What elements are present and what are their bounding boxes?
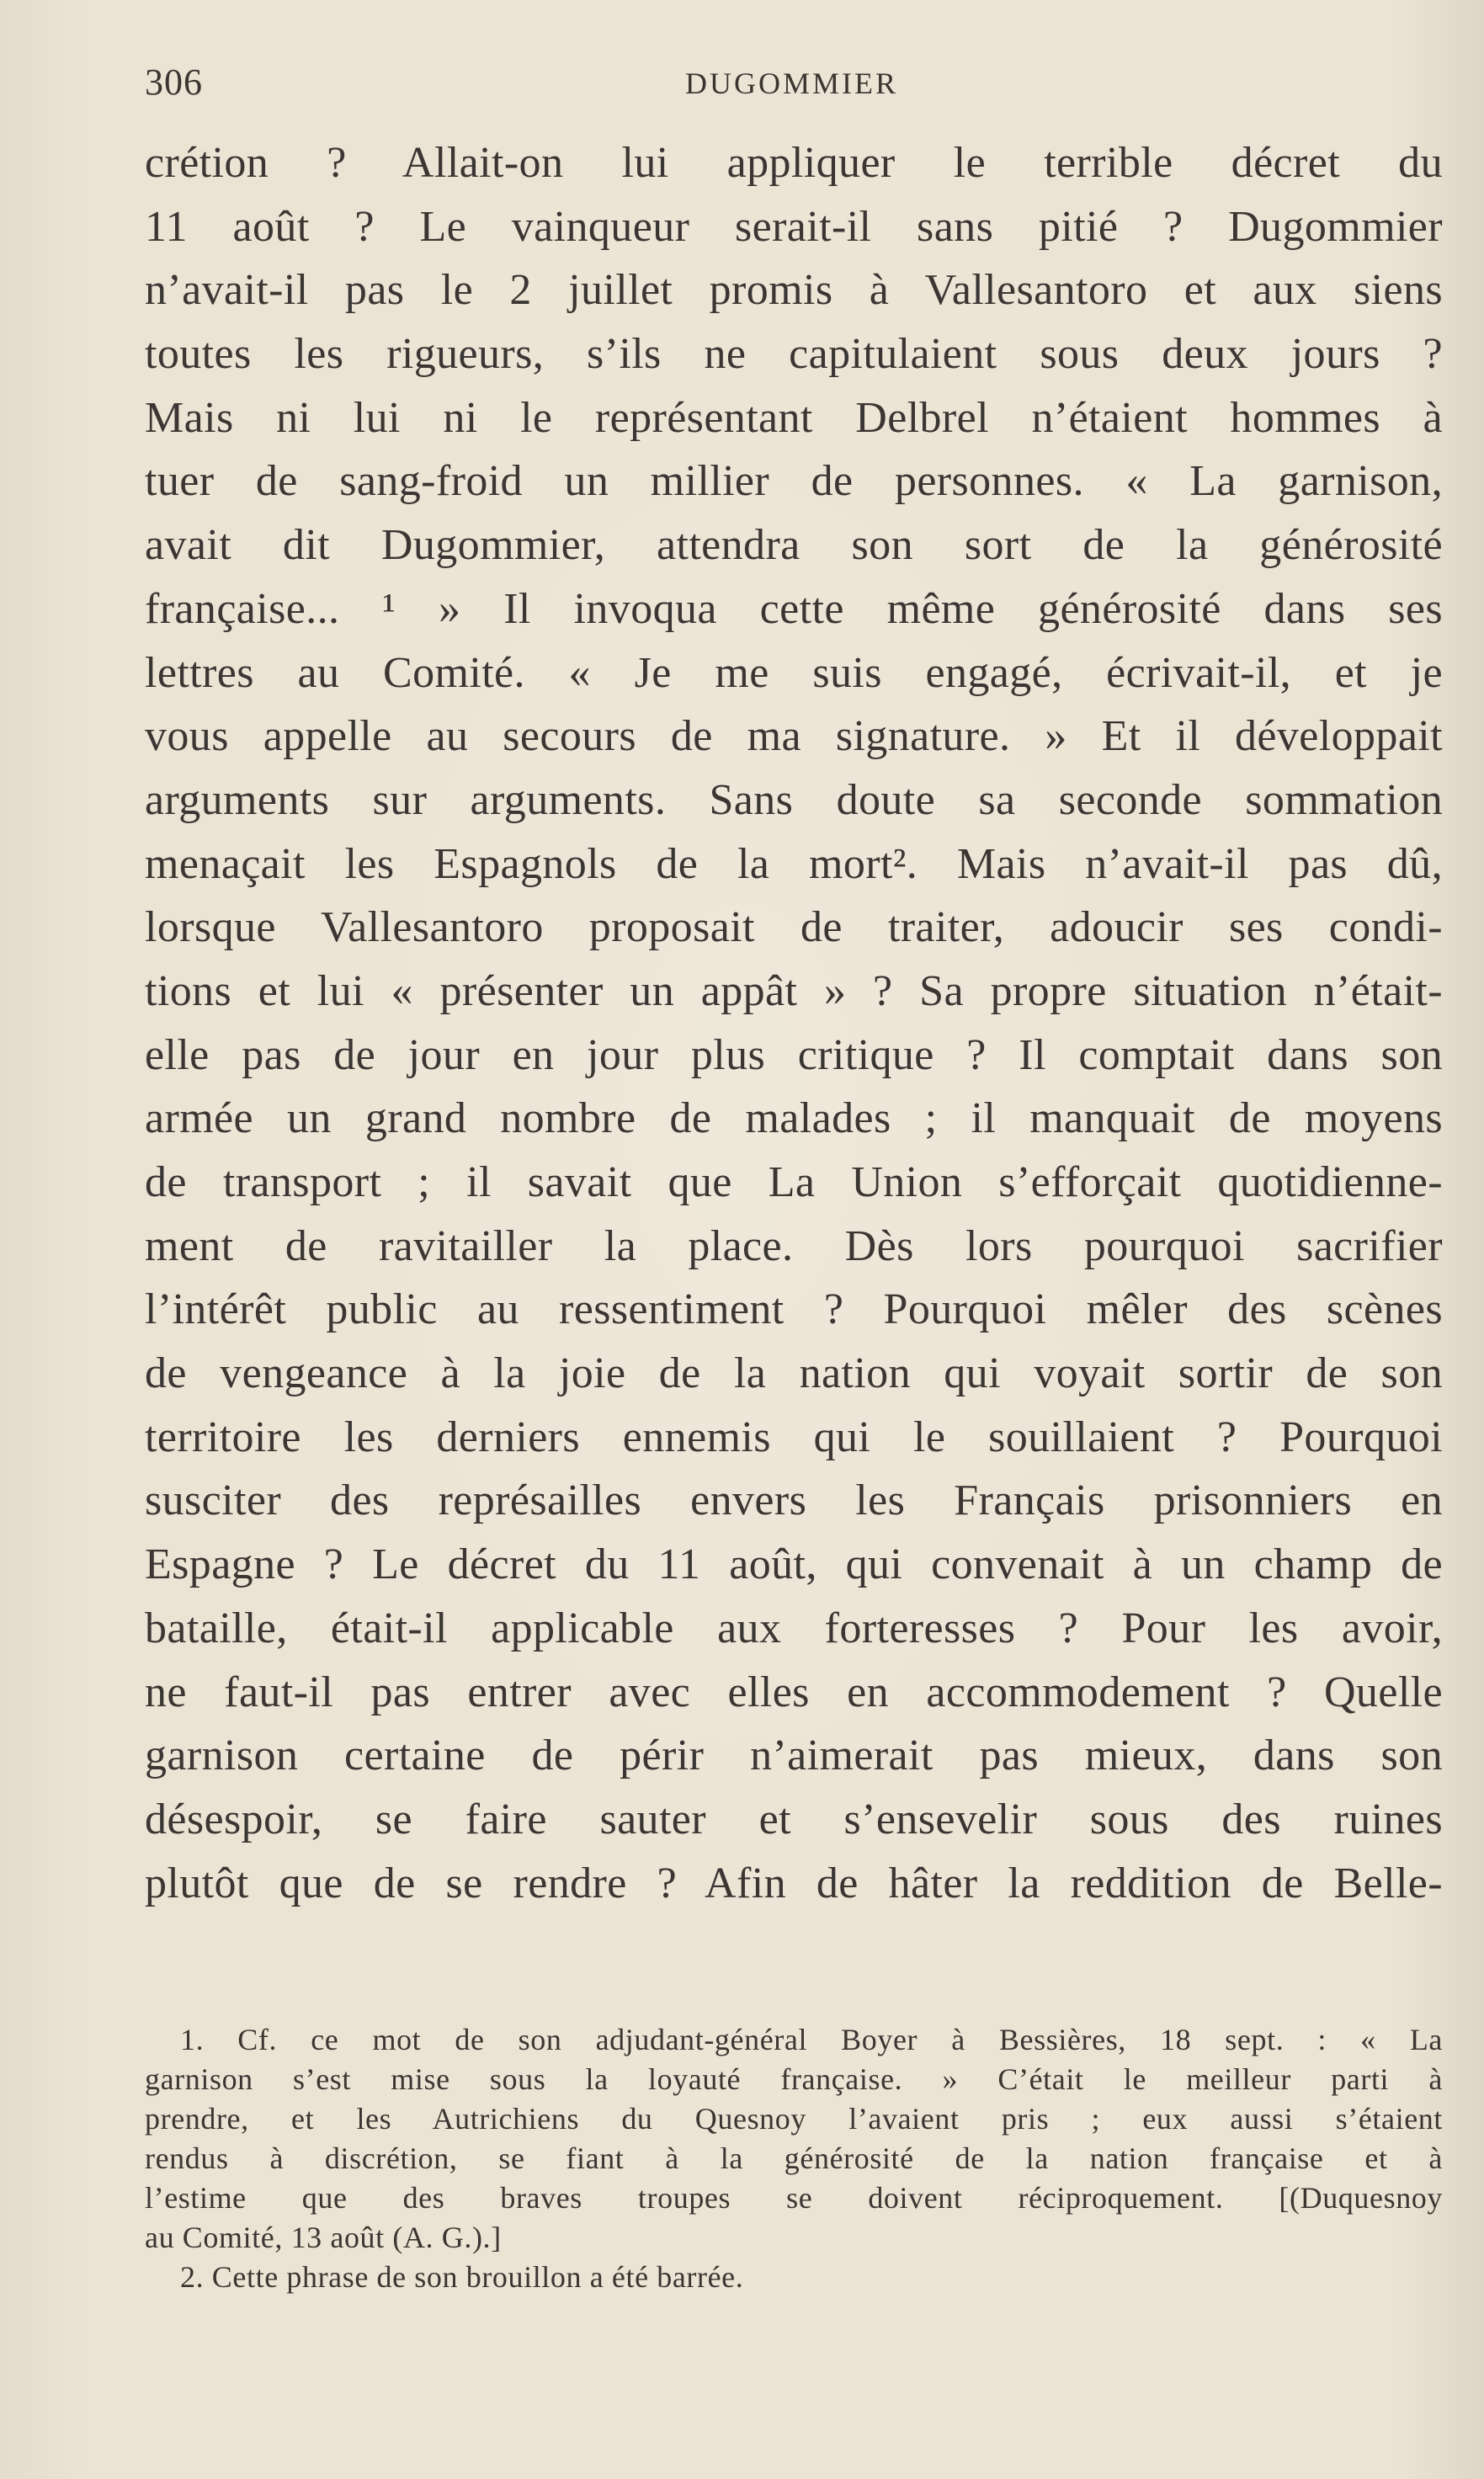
body-line: ment de ravitailler la place. Dès lors pourquoi sacrifier xyxy=(145,1221,1443,1270)
page-number: 306 xyxy=(145,61,203,103)
body-line: garnison certaine de périr n’aimerait pas mieux, dans son xyxy=(145,1732,1443,1780)
footnotes xyxy=(145,2020,1443,2297)
body-line: tions et lui « présenter un appât » ? Sa propre situation n’était- xyxy=(145,966,1443,1015)
body-line: Mais ni lui ni le représentant Delbrel n’étaient hommes à xyxy=(145,393,1443,442)
footnote-1-line: au Comité, 13 août (A. G.).] xyxy=(145,2221,502,2254)
running-title: DUGOMMIER xyxy=(685,66,899,100)
body-line: menaçait les Espagnols de la mort². Mais n’avait-il pas dû, xyxy=(145,839,1443,888)
body-line: de vengeance à la joie de la nation qui voyait sortir de son xyxy=(145,1349,1443,1398)
running-head xyxy=(145,61,1462,108)
body-line: territoire les derniers ennemis qui le souillaient ? Pourquoi xyxy=(145,1412,1443,1461)
body-line: bataille, était-il applicable aux forteresses ? Pour les avoir, xyxy=(145,1604,1443,1652)
body-line: vous appelle au secours de ma signature. » Et il développait xyxy=(145,712,1443,761)
body-line: toutes les rigueurs, s’ils ne capitulaient sous deux jours ? xyxy=(145,330,1443,379)
body-line: lorsque Vallesantoro proposait de traiter, adoucir ses condi- xyxy=(145,903,1443,952)
body-line: tuer de sang-froid un millier de personnes. « La garnison, xyxy=(145,457,1443,506)
footnote-1-line: 1. Cf. ce mot de son adjudant-général Boyer à Bessières, 18 sept. : « La xyxy=(180,2023,1443,2056)
body-line: n’avait-il pas le 2 juillet promis à Vallesantoro et aux siens xyxy=(145,266,1443,315)
body-line: elle pas de jour en jour plus critique ? Il comptait dans son xyxy=(145,1030,1443,1079)
body-line: de transport ; il savait que La Union s’efforçait quotidienne- xyxy=(145,1158,1443,1206)
body-line: avait dit Dugommier, attendra son sort de la générosité xyxy=(145,521,1443,570)
body-line: arguments sur arguments. Sans doute sa seconde sommation xyxy=(145,775,1443,824)
body-line: armée un grand nombre de malades ; il manquait de moyens xyxy=(145,1094,1443,1143)
footnote-1-line: l’estime que des braves troupes se doivent réciproquement. [(Duquesnoy xyxy=(145,2181,1443,2215)
footnote-1-line: rendus à discrétion, se fiant à la générosité de la nation française et à xyxy=(145,2141,1443,2175)
body-line: 11 août ? Le vainqueur serait-il sans pitié ? Dugommier xyxy=(145,202,1443,251)
body-line: l’intérêt public au ressentiment ? Pourquoi mêler des scènes xyxy=(145,1285,1443,1334)
footnote-1-line: garnison s’est mise sous la loyauté française. » C’était le meilleur parti à xyxy=(145,2062,1443,2096)
body-line: susciter des représailles envers les Français prisonniers en xyxy=(145,1476,1443,1525)
body-line: française... ¹ » Il invoqua cette même générosité dans ses xyxy=(145,584,1443,633)
body-line: ne faut-il pas entrer avec elles en accommodement ? Quelle xyxy=(145,1668,1443,1716)
body-text xyxy=(145,131,1443,1915)
body-line: plutôt que de se rendre ? Afin de hâter la reddition de Belle- xyxy=(145,1859,1443,1907)
body-line: crétion ? Allait-on lui appliquer le terrible décret du xyxy=(145,139,1443,187)
body-line: lettres au Comité. « Je me suis engagé, écrivait-il, et je xyxy=(145,648,1443,697)
body-line: désespoir, se faire sauter et s’ensevelir sous des ruines xyxy=(145,1795,1443,1843)
footnote-2: 2. Cette phrase de son brouillon a été barrée. xyxy=(180,2260,744,2294)
body-line: Espagne ? Le décret du 11 août, qui convenait à un champ de xyxy=(145,1540,1443,1589)
footnote-1-line: prendre, et les Autrichiens du Quesnoy l’avaient pris ; eux aussi s’étaient xyxy=(145,2102,1443,2136)
